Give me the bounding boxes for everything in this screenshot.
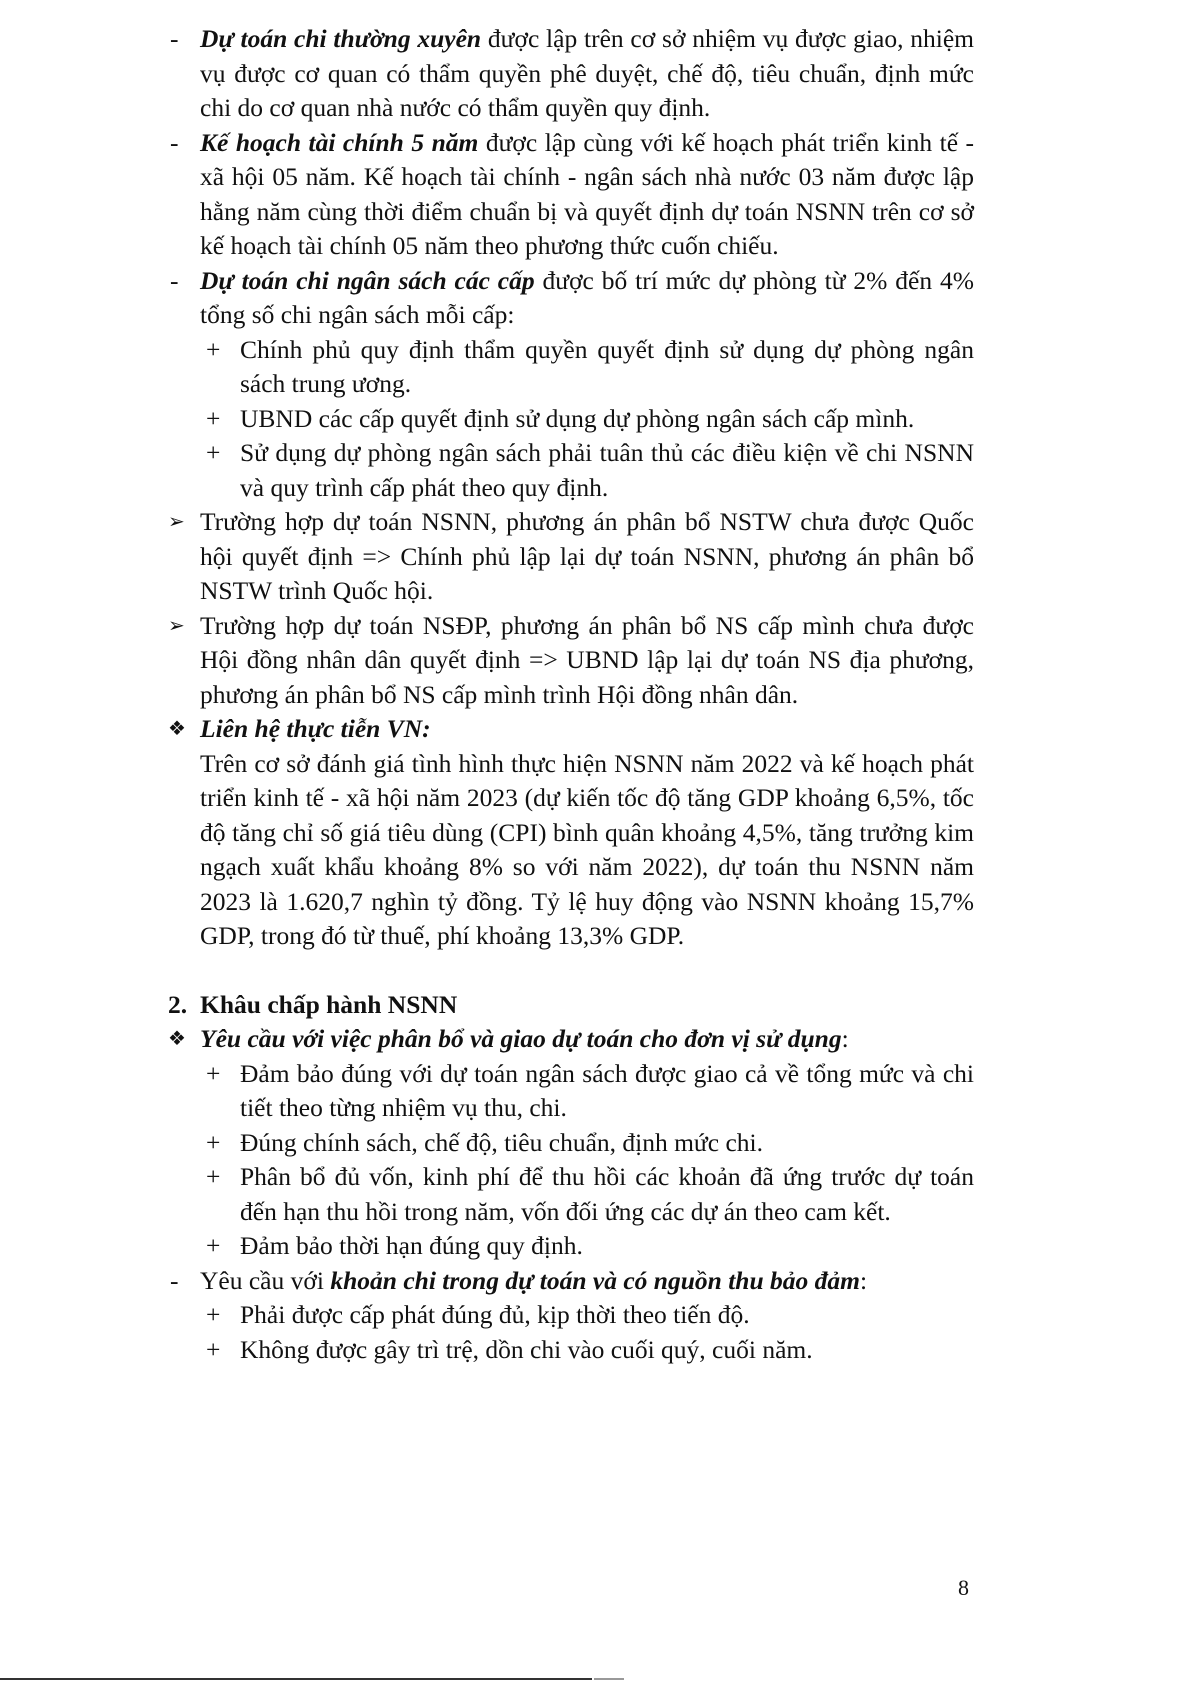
vn-practice-heading xyxy=(168,712,974,747)
sub-text: UBND các cấp quyết định sử dụng dự phòng ngân sách cấp mình. xyxy=(240,403,915,433)
sub-text: Đảm bảo thời hạn đúng quy định. xyxy=(240,1231,583,1260)
plus-bullet-icon: + xyxy=(206,1334,221,1364)
sub-text: Không được gây trì trệ, dồn chi vào cuối quý, cuối năm. xyxy=(240,1334,813,1364)
bullet-allocation-requirements xyxy=(168,1022,974,1057)
diamond-bullet-icon: ❖ xyxy=(168,1028,186,1050)
section-title: Khâu chấp hành NSNN xyxy=(200,989,458,1019)
body-text: : xyxy=(859,1265,868,1295)
body-text: được lập cùng với kế hoạch phát triển kinh tế - xã hội 05 năm. Kế hoạch tài chính - ngân sách nhà nước 03 năm được lập hằng năm cùng thời điểm chuẩn bị và quyết định dự toán NSNN trên cơ sở kế hoạch tài chính 05 năm theo phương thức cuốn chiếu. xyxy=(200,127,974,260)
bullet-5-year-plan xyxy=(168,126,974,264)
arrow-bullet-icon: ➢ xyxy=(168,511,185,533)
prefix-text: Yêu cầu với xyxy=(200,1265,331,1295)
heading-text: Liên hệ thực tiễn VN: xyxy=(200,714,431,743)
section-number: 2. xyxy=(168,989,188,1019)
dash-bullet-icon: - xyxy=(170,1265,179,1295)
sub-bullet xyxy=(168,1229,974,1264)
page-number: 8 xyxy=(958,1575,969,1600)
sub-bullet xyxy=(168,1126,974,1161)
sub-bullet xyxy=(168,1057,974,1126)
term: Kế hoạch tài chính 5 năm xyxy=(200,127,479,157)
body-text: được bố trí mức dự phòng từ 2% đến 4% tổng số chi ngân sách mỗi cấp: xyxy=(200,265,974,329)
bullet-guaranteed-spending xyxy=(168,1264,974,1299)
plus-bullet-icon: + xyxy=(206,403,221,433)
page-content xyxy=(168,22,974,1367)
sub-bullet xyxy=(168,1160,974,1229)
body-text: được lập trên cơ sở nhiệm vụ được giao, nhiệm vụ được cơ quan có thẩm quyền phê duyệt, chế độ, tiêu chuẩn, định mức chi do cơ quan nhà nước có thẩm quyền quy định. xyxy=(200,24,974,122)
section-2-heading xyxy=(168,988,974,1023)
sub-bullet xyxy=(168,402,974,437)
plus-bullet-icon: + xyxy=(206,1300,221,1329)
term: Yêu cầu với việc phân bổ và giao dự toán cho đơn vị sử dụng xyxy=(200,1024,842,1053)
sub-text: Đảm bảo đúng với dự toán ngân sách được giao cả về tổng mức và chi tiết theo từng nhiệm vụ thu, chi. xyxy=(240,1058,974,1122)
sub-bullet xyxy=(168,1298,974,1333)
plus-bullet-icon: + xyxy=(206,1127,221,1157)
page-bottom-divider xyxy=(0,1678,592,1680)
plus-bullet-icon: + xyxy=(206,334,221,364)
term: khoản chi trong dự toán và có nguồn thu bảo đảm xyxy=(330,1265,860,1295)
body-text: Trường hợp dự toán NSNN, phương án phân bổ NSTW chưa được Quốc hội quyết định => Chính phủ lập lại dự toán NSNN, phương án phân bổ NSTW trình Quốc hội. xyxy=(200,507,974,605)
plus-bullet-icon: + xyxy=(206,438,221,467)
vn-practice-paragraph: Trên cơ sở đánh giá tình hình thực hiện NSNN năm 2022 và kế hoạch phát triển kinh tế - xã hội năm 2023 (dự kiến tốc độ tăng GDP khoảng 6,5%, tốc độ tăng chỉ số giá tiêu dùng (CPI) bình quân khoảng 4,5%, tăng trưởng kim ngạch xuất khẩu khoảng 8% so với năm 2022), dự toán thu NSNN năm 2023 là 1.620,7 nghìn tỷ đồng. Tỷ lệ huy động vào NSNN khoảng 15,7% GDP, trong đó từ thuế, phí khoảng 13,3% GDP. xyxy=(200,748,974,950)
dash-bullet-icon: - xyxy=(170,265,179,295)
sub-bullet xyxy=(168,1333,974,1368)
sub-bullet xyxy=(168,436,974,505)
sub-text: Phải được cấp phát đúng đủ, kịp thời theo tiến độ. xyxy=(240,1300,750,1329)
sub-text: Phân bổ đủ vốn, kinh phí để thu hồi các khoản đã ứng trước dự toán đến hạn thu hồi trong năm, vốn đối ứng các dự án theo cam kết. xyxy=(240,1162,974,1226)
diamond-bullet-icon: ❖ xyxy=(168,718,186,740)
bullet-nstw-case xyxy=(168,505,974,609)
spacer xyxy=(168,954,974,988)
bullet-nsdp-case xyxy=(168,609,974,713)
dash-bullet-icon: - xyxy=(170,24,179,53)
arrow-bullet-icon: ➢ xyxy=(168,614,185,637)
term: Dự toán chi thường xuyên xyxy=(200,24,482,53)
term: Dự toán chi ngân sách các cấp xyxy=(200,265,535,295)
sub-text: Sử dụng dự phòng ngân sách phải tuân thủ các điều kiện về chi NSNN và quy trình cấp phát theo quy định. xyxy=(240,438,974,502)
sub-text: Chính phủ quy định thẩm quyền quyết định sử dụng dự phòng ngân sách trung ương. xyxy=(240,334,974,398)
body-text: Trường hợp dự toán NSĐP, phương án phân bổ NS cấp mình chưa được Hội đồng nhân dân quyết định => UBND lập lại dự toán NS địa phương, phương án phân bổ NS cấp mình trình Hội đồng nhân dân. xyxy=(200,610,974,709)
sub-bullet xyxy=(168,333,974,402)
plus-bullet-icon: + xyxy=(206,1162,221,1191)
bullet-recurrent-expenditure xyxy=(168,22,974,126)
dash-bullet-icon: - xyxy=(170,127,179,157)
sub-text: Đúng chính sách, chế độ, tiêu chuẩn, định mức chi. xyxy=(240,1127,763,1157)
body-text: : xyxy=(841,1024,849,1053)
page-bottom-divider-tail xyxy=(594,1678,624,1680)
bullet-budget-levels xyxy=(168,264,974,333)
plus-bullet-icon: + xyxy=(206,1058,221,1088)
plus-bullet-icon: + xyxy=(206,1231,221,1260)
